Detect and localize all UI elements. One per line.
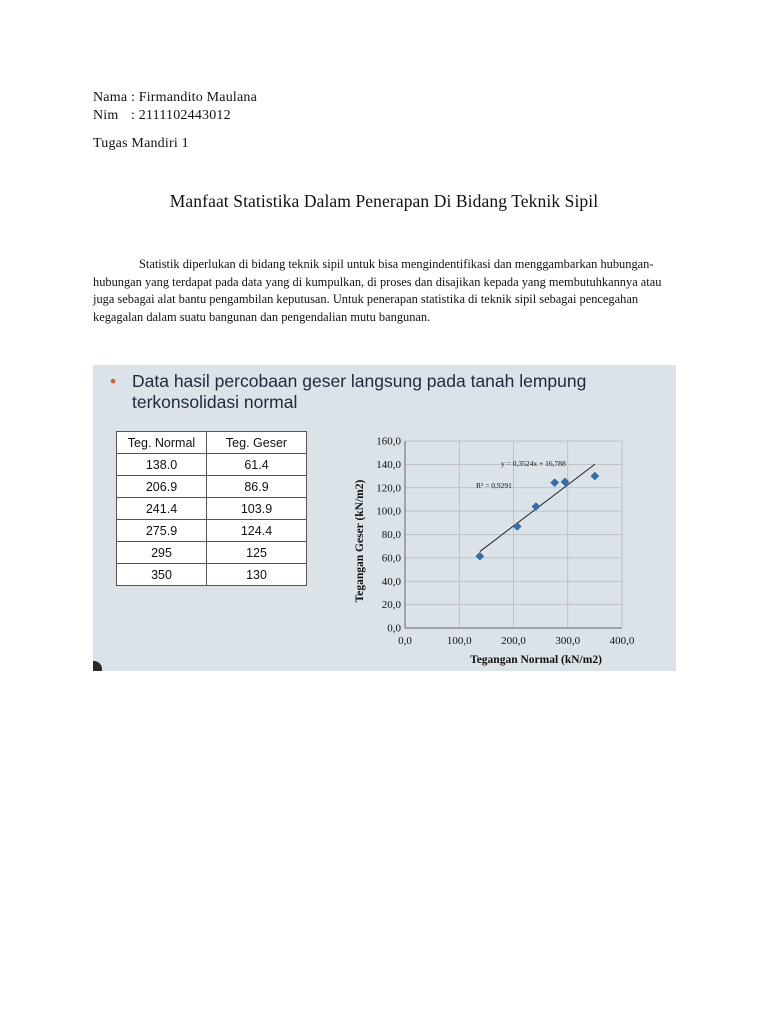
table-header-shear: Teg. Geser (207, 432, 307, 454)
x-tick-label: 100,0 (446, 635, 472, 647)
student-name-line (93, 89, 257, 107)
table-row (117, 520, 307, 542)
x-tick-label: 400,0 (609, 635, 635, 647)
y-tick-label: 60,0 (381, 552, 401, 565)
y-tick-label: 80,0 (381, 529, 401, 541)
y-tick-label: 120,0 (376, 482, 401, 495)
x-tick-label: 0,0 (398, 635, 412, 647)
nim-label: Nim (93, 108, 119, 123)
y-tick-label: 140,0 (376, 458, 401, 471)
y-tick-label: 40,0 (381, 575, 401, 588)
document-title: Manfaat Statistika Dalam Penerapan Di Bidang Teknik Sipil (169, 191, 599, 211)
slide-bullet: • (110, 371, 117, 391)
name-label: Nama (93, 90, 128, 105)
table-cell: 130 (207, 564, 307, 586)
y-tick-label: 100,0 (376, 505, 401, 518)
data-point (591, 472, 599, 480)
table-row (117, 498, 307, 520)
table-cell: 86.9 (207, 476, 307, 498)
data-point (551, 479, 559, 487)
assignment-label: Tugas Mandiri 1 (93, 136, 189, 151)
trendline-r2: R² = 0,9291 (476, 481, 512, 490)
student-nim-line (93, 107, 231, 125)
embedded-slide-image (93, 365, 676, 671)
table-cell: 275.9 (117, 520, 207, 542)
slide-title-text: Data hasil percobaan geser langsung pada tanah lempung terkonsolidasi normal (132, 371, 587, 412)
nim-value: : 2111102443012 (131, 108, 231, 123)
table-cell: 295 (117, 542, 207, 564)
table-header-row (117, 432, 307, 454)
y-tick-label: 160,0 (376, 435, 401, 448)
y-tick-label: 0,0 (387, 622, 401, 635)
table-cell: 61.4 (207, 454, 307, 476)
y-tick-label: 20,0 (381, 599, 401, 612)
table-cell: 241.4 (117, 498, 207, 520)
shear-test-table (116, 431, 307, 586)
table-cell: 138.0 (117, 454, 207, 476)
table-row (117, 476, 307, 498)
table-row (117, 542, 307, 564)
data-point (513, 522, 521, 530)
slide-title (110, 371, 665, 413)
data-point (476, 552, 484, 560)
body-paragraph-text: Statistik diperlukan di bidang teknik sipil untuk bisa mengindentifikasi dan menggambarkan hubungan-hubungan yang terdapat pada data yang di kumpulkan, di proses dan disajikan kepada yang membutuhkannya atau juga sebagai alat bantu pengambilan keputusan. Untuk penerapan statistika di teknik sipil sebagai pencegahan kegagalan dalam suatu bangunan dan pengendalian mutu bangunan. (93, 257, 662, 324)
body-paragraph (93, 256, 679, 326)
chart-gridlines (405, 441, 622, 628)
x-tick-label: 200,0 (501, 635, 526, 647)
scatter-chart (350, 429, 676, 669)
x-tick-label: 300,0 (555, 635, 581, 647)
x-axis-title: Tegangan Normal (kN/m2) (470, 654, 602, 666)
data-point (532, 503, 540, 511)
trendline-equation: y = 0,3524x + 16,788 (501, 459, 566, 468)
slide-corner-dot (93, 661, 102, 671)
table-cell: 125 (207, 542, 307, 564)
name-value: : Firmandito Maulana (130, 90, 258, 105)
table-row (117, 454, 307, 476)
table-cell: 124.4 (207, 520, 307, 542)
table-header-normal: Teg. Normal (117, 432, 207, 454)
table-cell: 103.9 (207, 498, 307, 520)
y-axis-title: Tegangan Geser (kN/m2) (354, 479, 366, 603)
table-row (117, 564, 307, 586)
table-cell: 350 (117, 564, 207, 586)
table-cell: 206.9 (117, 476, 207, 498)
